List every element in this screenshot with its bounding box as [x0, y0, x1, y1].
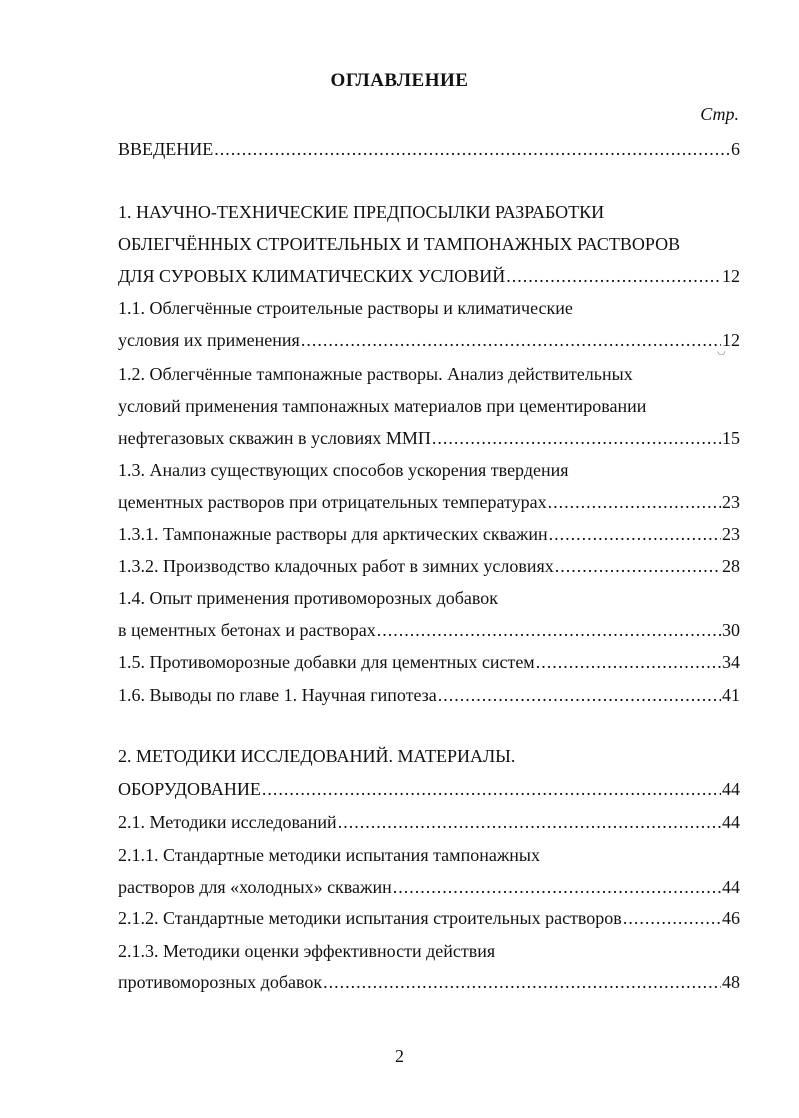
- toc-entry-text: растворов для «холодных» скважин: [118, 877, 392, 897]
- toc-entry-text: в цементных бетонах и растворах: [118, 620, 376, 640]
- toc-entry-page: 12: [722, 330, 740, 350]
- toc-entry-text: 2.1.2. Стандартные методики испытания строительных растворов: [118, 908, 622, 928]
- toc-entry-text: противоморозных добавок: [118, 972, 323, 992]
- toc-entry-page: 23: [722, 524, 740, 544]
- toc-entry-page: 34: [722, 652, 740, 672]
- toc-entry-page: 30: [722, 620, 740, 640]
- toc-section-2-1-2[interactable]: [118, 907, 740, 929]
- toc-entry-text: 1.5. Противоморозные добавки для цементных систем: [118, 652, 535, 672]
- page-column-label: Стр.: [700, 104, 739, 124]
- toc-entry-text: цементных растворов при отрицательных температурах: [118, 492, 547, 512]
- toc-section-1-2[interactable]: [118, 427, 740, 449]
- toc-section-1-4-line-1[interactable]: 1.4. Опыт применения противоморозных добавок: [118, 588, 498, 608]
- leader-dots: [548, 491, 721, 513]
- toc-section-2-1-1-line-1[interactable]: 2.1.1. Стандартные методики испытания тампонажных: [118, 845, 540, 865]
- toc-chapter-1[interactable]: [118, 265, 740, 287]
- toc-section-1-3-1[interactable]: [118, 523, 740, 545]
- toc-entry-page: 15: [722, 428, 740, 448]
- leader-dots: [536, 651, 721, 673]
- leader-dots: [338, 811, 721, 833]
- toc-entry-page: 44: [722, 812, 740, 832]
- toc-section-1-1-line-1[interactable]: 1.1. Облегчённые строительные растворы и климатические: [118, 298, 573, 318]
- page-number: 2: [395, 1046, 404, 1066]
- leader-dots: [623, 907, 721, 929]
- leader-dots: [301, 329, 721, 351]
- toc-entry-text: 1.3.1. Тампонажные растворы для арктических скважин: [118, 524, 548, 544]
- toc-section-1-5[interactable]: [118, 651, 740, 673]
- toc-entry-page: 6: [731, 139, 740, 159]
- leader-dots: [549, 523, 721, 545]
- scan-mark: ◡: [717, 346, 726, 357]
- leader-dots: [506, 265, 721, 287]
- toc-section-1-3[interactable]: [118, 491, 740, 513]
- toc-section-1-2-line-2[interactable]: условий применения тампонажных материалов при цементировании: [118, 396, 647, 416]
- toc-chapter-1-line-1[interactable]: 1. НАУЧНО-ТЕХНИЧЕСКИЕ ПРЕДПОСЫЛКИ РАЗРАБОТКИ: [118, 202, 605, 222]
- toc-entry-text: 2.1. Методики исследований: [118, 812, 337, 832]
- toc-entry-page: 23: [722, 492, 740, 512]
- toc-entry-text: условия их применения: [118, 330, 300, 350]
- toc-entry-text: ОБОРУДОВАНИЕ: [118, 779, 261, 799]
- leader-dots: [432, 427, 721, 449]
- leader-dots: [262, 778, 721, 800]
- toc-section-1-3-line-1[interactable]: 1.3. Анализ существующих способов ускорения твердения: [118, 460, 569, 480]
- toc-entry-text: 1.6. Выводы по главе 1. Научная гипотеза: [118, 685, 437, 705]
- leader-dots: [214, 138, 730, 160]
- leader-dots: [323, 971, 721, 993]
- leader-dots: [393, 876, 721, 898]
- toc-chapter-2[interactable]: [118, 778, 740, 800]
- toc-entry-page: 41: [722, 685, 740, 705]
- toc-entry-page: 44: [722, 779, 740, 799]
- toc-section-1-3-2[interactable]: [118, 555, 740, 577]
- toc-section-2-1-3-line-1[interactable]: 2.1.3. Методики оценки эффективности действия: [118, 941, 496, 961]
- toc-section-1-4[interactable]: [118, 619, 740, 641]
- toc-entry-page: 28: [722, 556, 740, 576]
- toc-entry-text: нефтегазовых скважин в условиях ММП: [118, 428, 431, 448]
- toc-section-2-1-3[interactable]: [118, 971, 740, 993]
- toc-entry-text: ВВЕДЕНИЕ: [118, 139, 214, 159]
- leader-dots: [555, 555, 721, 577]
- toc-entry-text: ДЛЯ СУРОВЫХ КЛИМАТИЧЕСКИХ УСЛОВИЙ: [118, 266, 506, 286]
- toc-chapter-2-line-1[interactable]: 2. МЕТОДИКИ ИССЛЕДОВАНИЙ. МАТЕРИАЛЫ.: [118, 746, 516, 766]
- toc-entry-intro[interactable]: [118, 138, 740, 160]
- toc-section-1-1[interactable]: [118, 329, 740, 351]
- toc-section-2-1-1[interactable]: [118, 876, 740, 898]
- toc-section-1-6[interactable]: [118, 684, 740, 706]
- toc-entry-page: 44: [722, 877, 740, 897]
- leader-dots: [438, 684, 721, 706]
- toc-entry-page: 48: [722, 972, 740, 992]
- toc-section-1-2-line-1[interactable]: 1.2. Облегчённые тампонажные растворы. Анализ действительных: [118, 364, 633, 384]
- toc-section-2-1[interactable]: [118, 811, 740, 833]
- page-title: ОГЛАВЛЕНИЕ: [330, 70, 469, 91]
- leader-dots: [377, 619, 721, 641]
- toc-entry-page: 46: [722, 908, 740, 928]
- toc-entry-text: 1.3.2. Производство кладочных работ в зимних условиях: [118, 556, 554, 576]
- toc-entry-page: 12: [722, 266, 740, 286]
- toc-chapter-1-line-2[interactable]: ОБЛЕГЧЁННЫХ СТРОИТЕЛЬНЫХ И ТАМПОНАЖНЫХ РАСТВОРОВ: [118, 234, 681, 254]
